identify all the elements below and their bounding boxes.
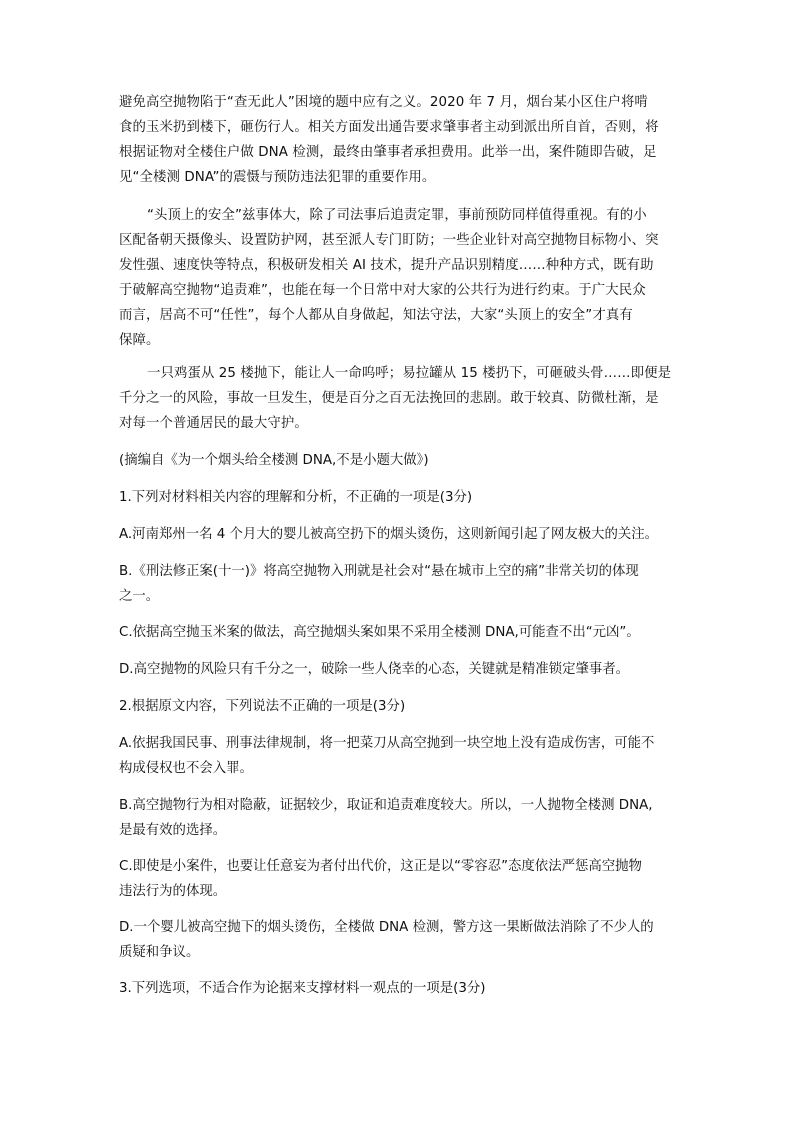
text-line: 违法行为的体现。	[119, 884, 227, 899]
text-line: 之一。	[119, 589, 160, 604]
question-2-option-c	[119, 854, 679, 904]
text-line: 区配备朝天摄像头、设置防护网，甚至派人专门盯防；一些企业针对高空抛物目标物小、突	[119, 233, 659, 248]
text-line: B.《刑法修正案(十一)》将高空抛物入刑就是社会对“悬在城市上空的痛”非常关切的体现	[119, 564, 639, 579]
question-2-stem: 2.根据原文内容，下列说法不正确的一项是(3分)	[119, 699, 406, 714]
question-1-option-b	[119, 559, 679, 609]
text-line: 避免高空抛物陷于“查无此人”困境的题中应有之义。2020 年 7 月，烟台某小区住户将啃	[119, 95, 648, 110]
text-line: 构成侵权也不会入罪。	[119, 761, 253, 776]
question-3-stem: 3.下列选项，不适合作为论据来支撑材料一观点的一项是(3分)	[119, 981, 486, 996]
text-line: D.一个婴儿被高空抛下的烟头烫伤，全楼做 DNA 检测，警方这一果断做法消除了不少人的	[119, 920, 654, 935]
text-line: 食的玉米扔到楼下，砸伤行人。相关方面发出通告要求肇事者主动到派出所自首，否则，将	[119, 120, 659, 135]
text-line: A.河南郑州一名 4 个月大的婴儿被高空扔下的烟头烫伤，这则新闻引起了网友极大的关注。	[119, 527, 659, 542]
text-line: 根据证物对全楼住户做 DNA 检测，最终由肇事者承担费用。此举一出，案件随即告破，足	[119, 145, 657, 160]
text-line: 而言，居高不可“任性”，每个人都从自身做起，知法守法，大家“头顶上的安全”才真有	[119, 308, 633, 323]
paragraph-1	[119, 90, 675, 190]
text-line: 见“全楼测 DNA”的震慑与预防违法犯罪的重要作用。	[119, 170, 436, 185]
text-line: 保障。	[119, 333, 160, 348]
text-line: 一只鸡蛋从 25 楼抛下，能让人一命呜呼；易拉罐从 15 楼扔下，可砸破头骨……即便是	[147, 366, 672, 381]
text-line: 于破解高空抛物“追责难”，也能在每一个日常中对大家的公共行为进行约束。于广大民众	[119, 283, 646, 298]
text-line: 质疑和争议。	[119, 945, 200, 960]
text-line: 是最有效的选择。	[119, 823, 227, 838]
question-2-option-a	[119, 731, 679, 781]
text-line: 千分之一的风险，事故一旦发生，便是百分之百无法挽回的悲剧。敢于较真、防微杜渐，是	[119, 391, 659, 406]
question-2-option-d	[119, 915, 679, 965]
text-line: C.依据高空抛玉米案的做法，高空抛烟头案如果不采用全楼测 DNA,可能查不出“元凶”。	[119, 625, 640, 640]
paragraph-3	[119, 361, 675, 436]
text-line: B.高空抛物行为相对隐蔽，证据较少，取证和追责难度较大。所以，一人抛物全楼测 DNA,	[119, 798, 653, 813]
text-line: 发性强、速度快等特点，积极研发相关 AI 技术，提升产品识别精度……种种方式，既有助	[119, 258, 654, 273]
text-line: C.即使是小案件，也要让任意妄为者付出代价，这正是以“零容忍”态度依法严惩高空抛物	[119, 859, 642, 874]
source-citation: (摘编自《为一个烟头给全楼测 DNA,不是小题大做》)	[119, 453, 429, 468]
question-1-option-c	[119, 620, 679, 645]
text-line: 对每一个普通居民的最大守护。	[119, 416, 308, 431]
text-line: D.高空抛物的风险只有千分之一，破除一些人侥幸的心态，关键就是精准锁定肇事者。	[119, 662, 630, 677]
question-1-option-d	[119, 657, 679, 682]
paragraph-2	[119, 203, 675, 353]
question-1-stem: 1.下列对材料相关内容的理解和分析，不正确的一项是(3分)	[119, 490, 473, 505]
question-1-option-a	[119, 522, 679, 547]
question-2-option-b	[119, 793, 679, 843]
text-line: A.依据我国民事、刑事法律规制，将一把菜刀从高空抛到一块空地上没有造成伤害，可能不	[119, 736, 655, 751]
text-line: “头顶上的安全”兹事体大，除了司法事后追责定罪，事前预防同样值得重视。有的小	[147, 208, 647, 223]
